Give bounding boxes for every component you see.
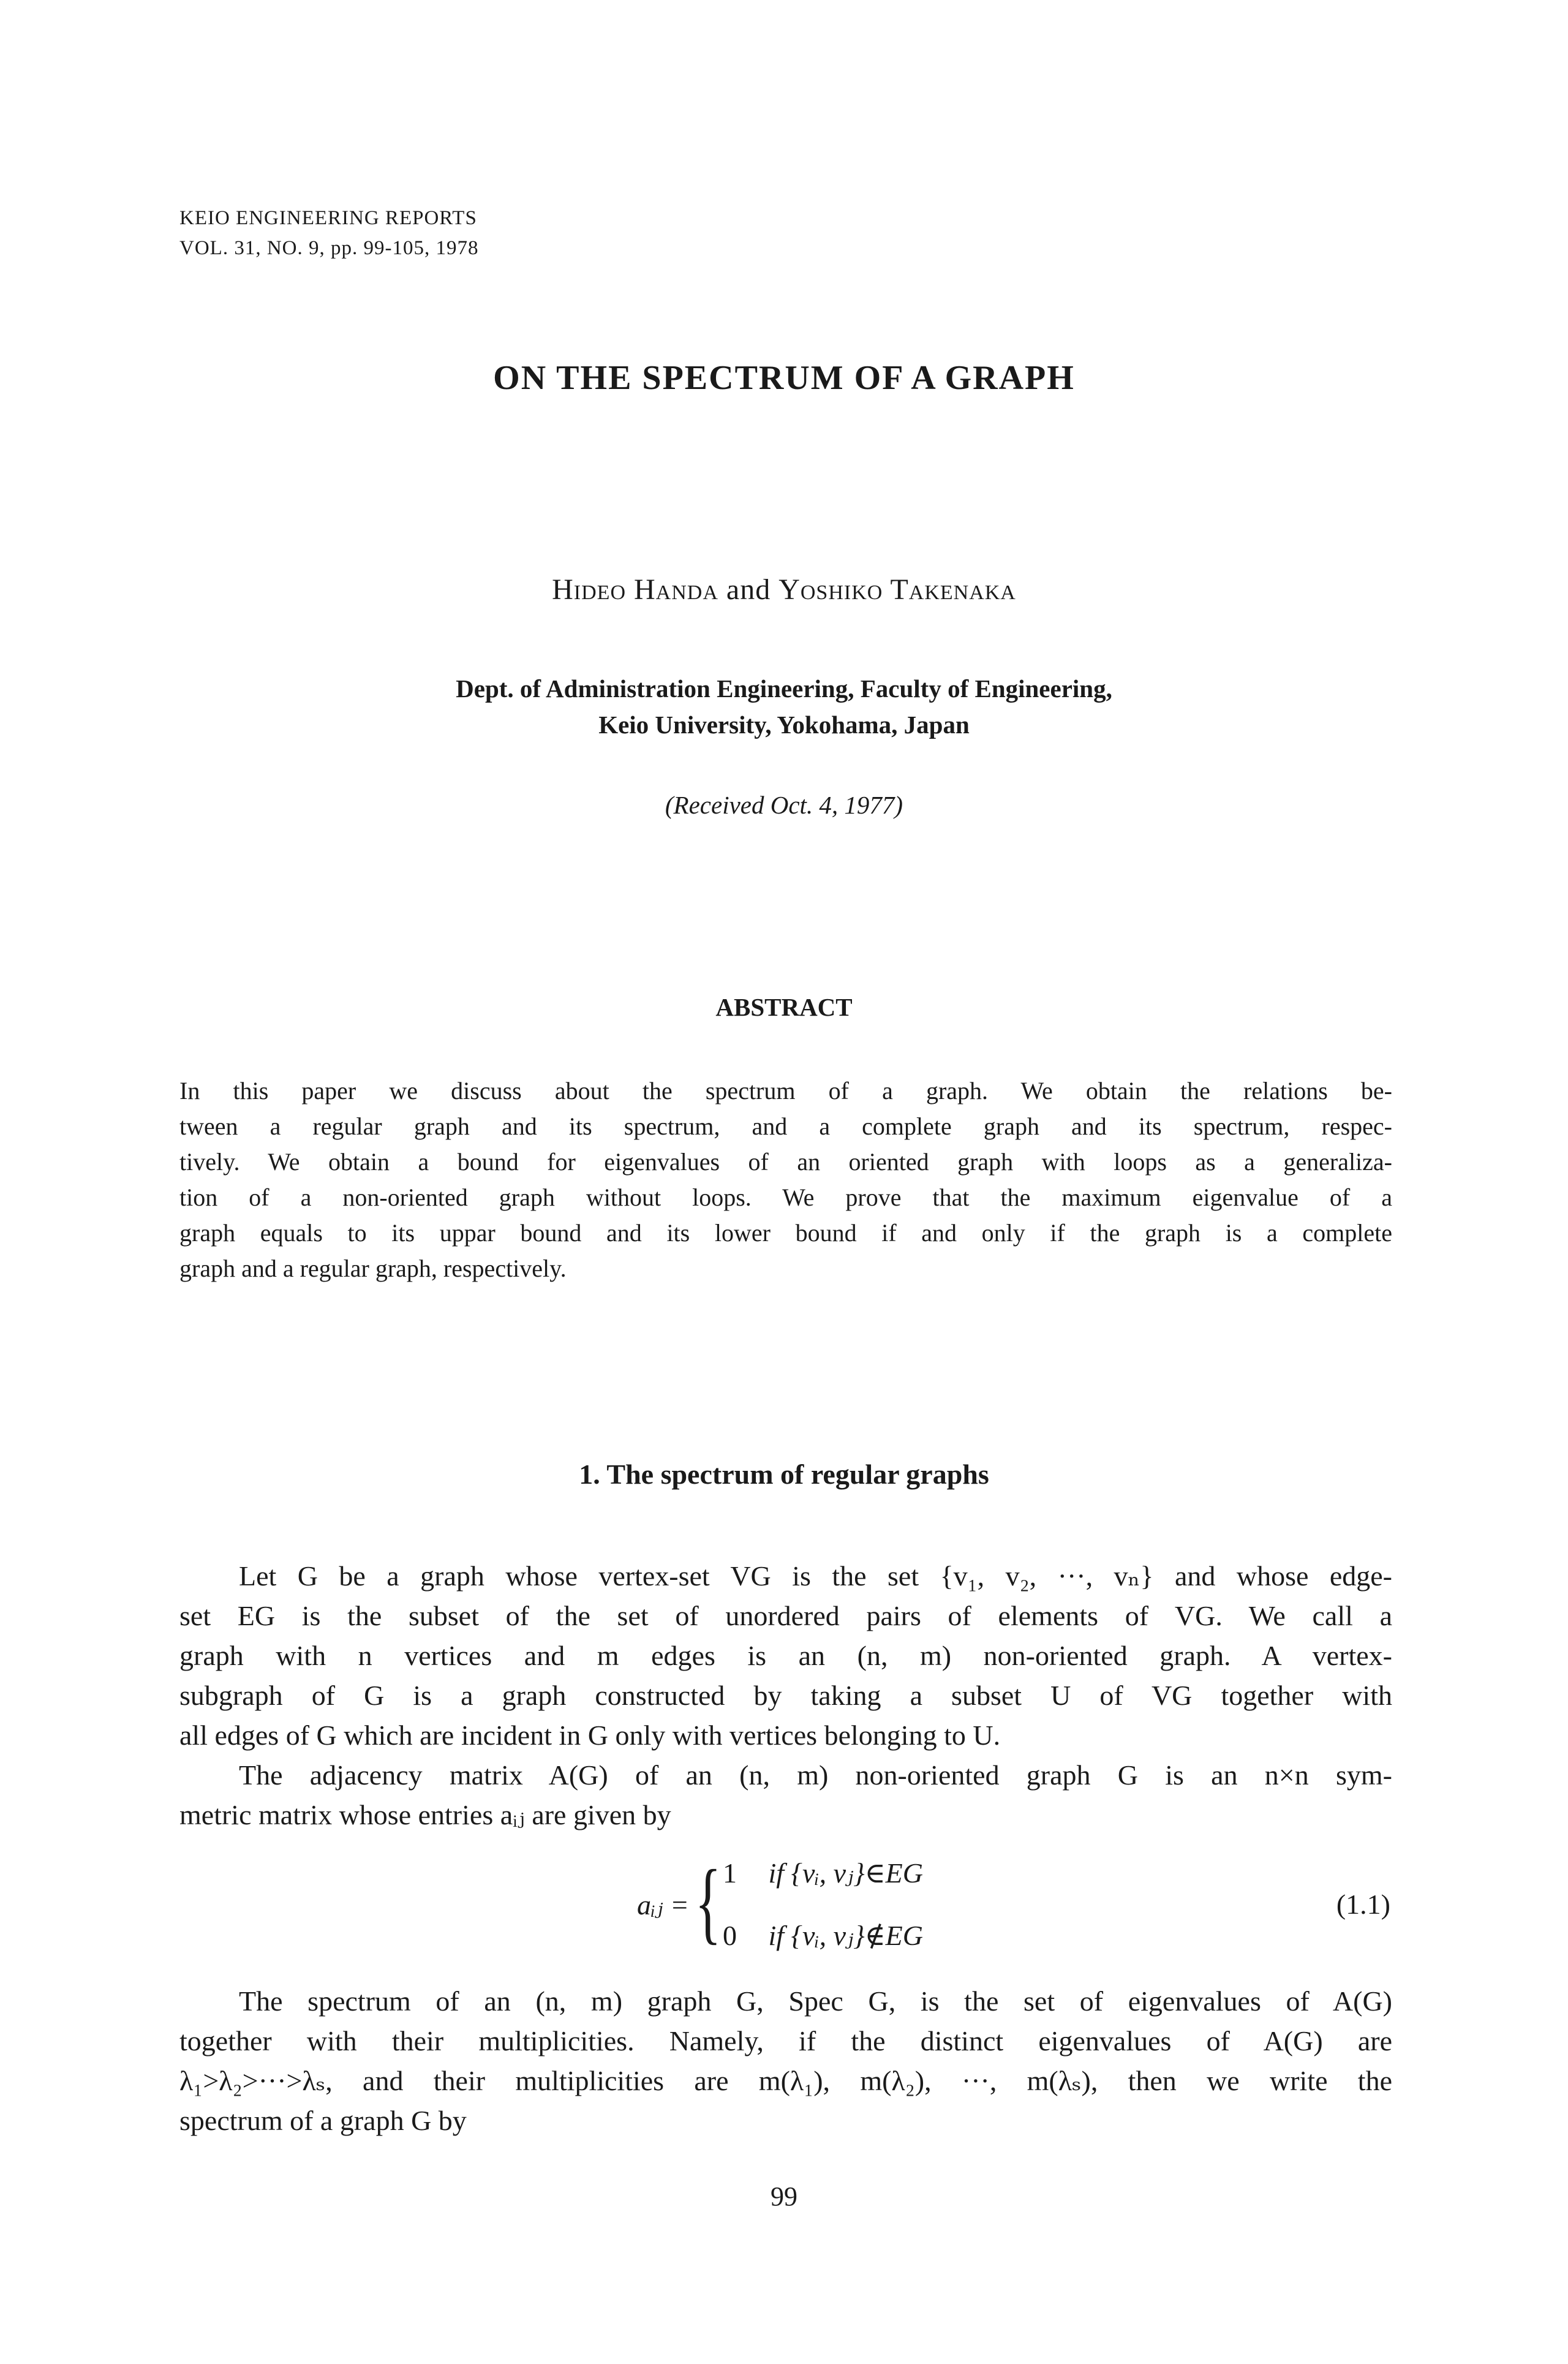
equation-case	[723, 1919, 923, 1952]
body-line: subgraph of G is a graph constructed by taking a subset U of VG together with	[179, 1680, 1392, 1711]
body-line: λ₁>λ₂>···>λₛ, and their multiplicities are m(λ₁), m(λ₂), ···, m(λₛ), then we write the	[179, 2065, 1392, 2096]
section-heading: 1. The spectrum of regular graphs	[579, 1459, 989, 1490]
body-line: spectrum of a graph G by	[179, 2105, 467, 2136]
case-condition: if {vᵢ, vⱼ}∉EG	[768, 1920, 923, 1951]
body-line: together with their multiplicities. Namely, if the distinct eigenvalues of A(G) are	[179, 2025, 1392, 2056]
received-date: (Received Oct. 4, 1977)	[665, 791, 903, 819]
case-condition: if {vᵢ, vⱼ}∈EG	[768, 1857, 923, 1889]
equation-lhs: aᵢⱼ =	[637, 1889, 689, 1920]
page-number: 99	[771, 2181, 797, 2211]
case-value: 1	[723, 1857, 737, 1889]
body-line: metric matrix whose entries aᵢⱼ are given by	[179, 1799, 671, 1830]
abstract-line: tion of a non-oriented graph without loops. We prove that the maximum eigenvalue of a	[179, 1184, 1392, 1211]
abstract-line: tively. We obtain a bound for eigenvalues of an oriented graph with loops as a generaliza-	[179, 1148, 1392, 1176]
author-name: Yoshiko Takenaka	[778, 573, 1016, 606]
abstract-line: graph equals to its uppar bound and its lower bound if and only if the graph is a complete	[179, 1219, 1392, 1247]
abstract-heading: ABSTRACT	[715, 993, 853, 1021]
left-brace-icon: {	[695, 1851, 722, 1953]
body-line: Let G be a graph whose vertex-set VG is the set {v₁, v₂, ···, vₙ} and whose edge-	[239, 1560, 1392, 1592]
author-name: Hideo Handa	[552, 573, 718, 606]
body-line: all edges of G which are incident in G only with vertices belonging to U.	[179, 1720, 1001, 1751]
journal-volume: VOL. 31, NO. 9, pp. 99-105, 1978	[179, 237, 479, 259]
authors	[0, 573, 1568, 606]
body-line: The adjacency matrix A(G) of an (n, m) non-oriented graph G is an n×n sym-	[239, 1759, 1392, 1791]
abstract-line: tween a regular graph and its spectrum, and a complete graph and its spectrum, respec-	[179, 1112, 1392, 1140]
paper-title: ON THE SPECTRUM OF A GRAPH	[493, 359, 1075, 397]
affiliation-line: Dept. of Administration Engineering, Faculty of Engineering,	[456, 674, 1112, 703]
body-line: The spectrum of an (n, m) graph G, Spec G, is the set of eigenvalues of A(G)	[239, 1985, 1392, 2017]
affiliation-line: Keio University, Yokohama, Japan	[598, 711, 970, 739]
equation-number: (1.1)	[1336, 1889, 1390, 1920]
body-line: graph with n vertices and m edges is an (n, m) non-oriented graph. A vertex-	[179, 1640, 1392, 1671]
case-value: 0	[723, 1920, 737, 1951]
journal-name: KEIO ENGINEERING REPORTS	[179, 207, 477, 229]
equation-case	[723, 1856, 923, 1889]
abstract-line: In this paper we discuss about the spectrum of a graph. We obtain the relations be-	[179, 1077, 1392, 1105]
author-conjunction: and	[726, 573, 771, 606]
abstract-line: graph and a regular graph, respectively.	[179, 1255, 567, 1282]
body-line: set EG is the subset of the set of unordered pairs of elements of VG. We call a	[179, 1600, 1392, 1631]
